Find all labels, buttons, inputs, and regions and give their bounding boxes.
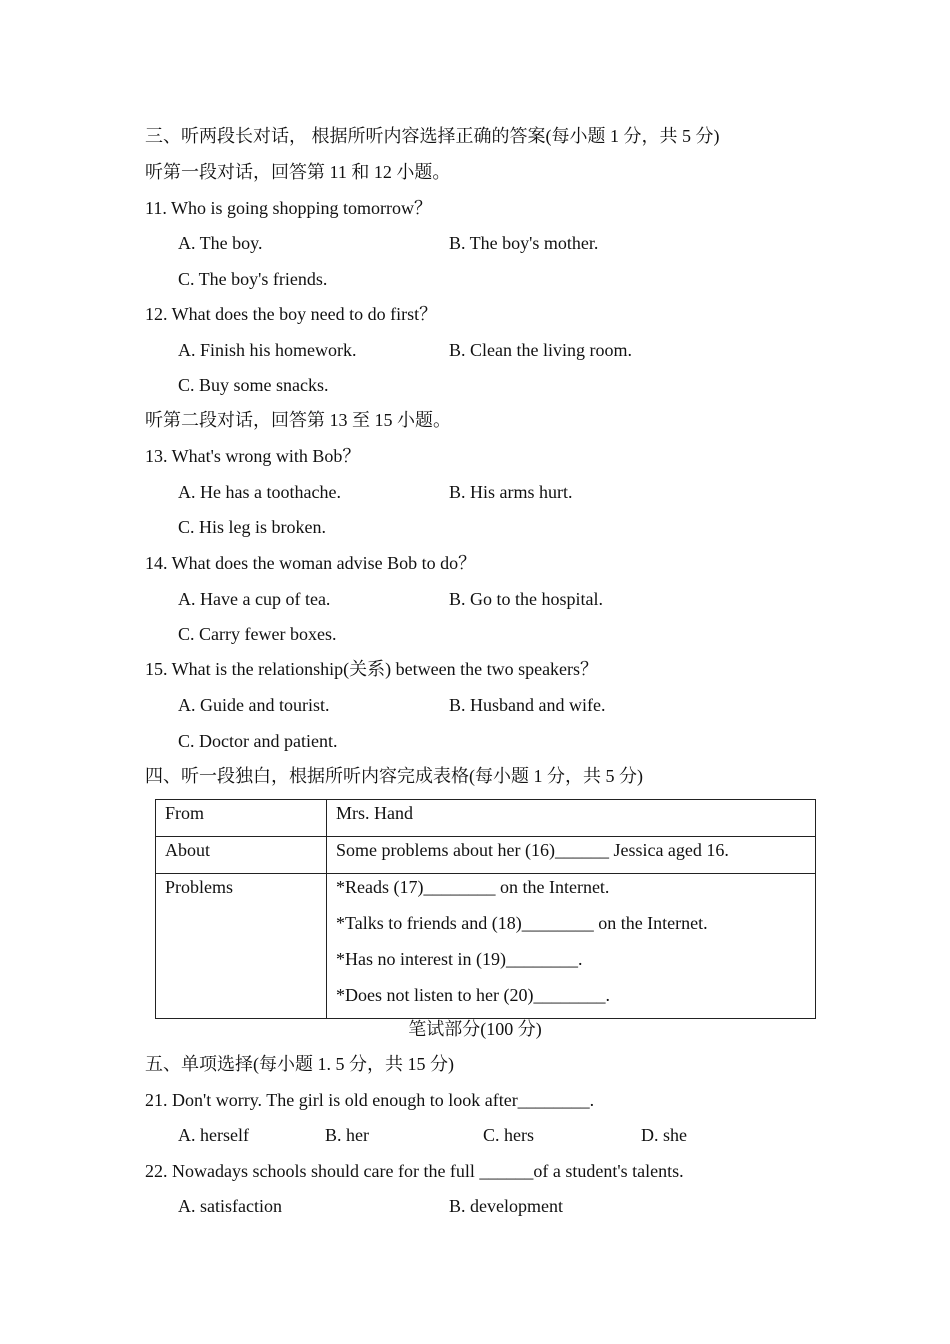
question-21-stem: 21. Don't worry. The girl is old enough to look after________.	[145, 1090, 595, 1110]
about-value: Some problems about her (16)______ Jessica aged 16.	[327, 837, 816, 874]
question-11-option-a[interactable]: A. The boy.	[178, 233, 263, 253]
section-3-heading: 三、听两段长对话， 根据所听内容选择正确的答案(每小题 1 分，共 5 分)	[145, 126, 720, 146]
question-12-option-a[interactable]: A. Finish his homework.	[178, 340, 357, 360]
conversation-1-instruction: 听第一段对话，回答第 11 和 12 小题。	[145, 162, 451, 182]
problem-item: *Has no interest in (19)________.	[336, 949, 583, 969]
question-15-option-a[interactable]: A. Guide and tourist.	[178, 695, 330, 715]
table-row-about	[156, 837, 816, 874]
question-11-option-b[interactable]: B. The boy's mother.	[449, 233, 599, 253]
question-12-stem: 12. What does the boy need to do first？	[145, 304, 438, 324]
conversation-2-instruction: 听第二段对话，回答第 13 至 15 小题。	[145, 410, 451, 430]
question-15-stem: 15. What is the relationship(关系) between the two speakers？	[145, 659, 599, 679]
table-row-from	[156, 800, 816, 837]
question-15-option-c[interactable]: C. Doctor and patient.	[178, 731, 338, 751]
written-part-title: 笔试部分(100 分)	[408, 1019, 542, 1039]
question-22-option-b[interactable]: B. development	[449, 1196, 563, 1216]
question-13-option-b[interactable]: B. His arms hurt.	[449, 482, 573, 502]
question-14-stem: 14. What does the woman advise Bob to do？	[145, 553, 477, 573]
question-15-option-b[interactable]: B. Husband and wife.	[449, 695, 606, 715]
about-label: About	[156, 837, 327, 874]
question-13-option-a[interactable]: A. He has a toothache.	[178, 482, 341, 502]
question-13-stem: 13. What's wrong with Bob？	[145, 446, 361, 466]
problem-item: *Talks to friends and (18)________ on the Internet.	[336, 913, 708, 933]
problems-label: Problems	[156, 874, 327, 1019]
table-row-problems	[156, 874, 816, 1019]
problems-list	[327, 874, 816, 1019]
question-12-option-c[interactable]: C. Buy some snacks.	[178, 375, 329, 395]
question-14-option-b[interactable]: B. Go to the hospital.	[449, 589, 603, 609]
question-22-option-a[interactable]: A. satisfaction	[178, 1196, 282, 1216]
from-value: Mrs. Hand	[327, 800, 816, 837]
question-21-option-c[interactable]: C. hers	[483, 1125, 534, 1145]
question-21-option-d[interactable]: D. she	[641, 1125, 687, 1145]
monologue-table	[155, 799, 816, 1019]
question-21-option-b[interactable]: B. her	[325, 1125, 369, 1145]
section-5-heading: 五、单项选择(每小题 1. 5 分，共 15 分)	[145, 1054, 454, 1074]
question-22-stem: 22. Nowadays schools should care for the full ______of a student's talents.	[145, 1161, 684, 1181]
section-4-heading: 四、听一段独白，根据所听内容完成表格(每小题 1 分，共 5 分)	[145, 766, 643, 786]
question-21-option-a[interactable]: A. herself	[178, 1125, 249, 1145]
problem-item: *Reads (17)________ on the Internet.	[336, 877, 610, 897]
problem-item: *Does not listen to her (20)________.	[336, 985, 610, 1005]
question-14-option-a[interactable]: A. Have a cup of tea.	[178, 589, 331, 609]
question-11-stem: 11. Who is going shopping tomorrow？	[145, 198, 432, 218]
question-13-option-c[interactable]: C. His leg is broken.	[178, 517, 326, 537]
question-12-option-b[interactable]: B. Clean the living room.	[449, 340, 632, 360]
from-label: From	[156, 800, 327, 837]
question-14-option-c[interactable]: C. Carry fewer boxes.	[178, 624, 337, 644]
question-11-option-c[interactable]: C. The boy's friends.	[178, 269, 328, 289]
